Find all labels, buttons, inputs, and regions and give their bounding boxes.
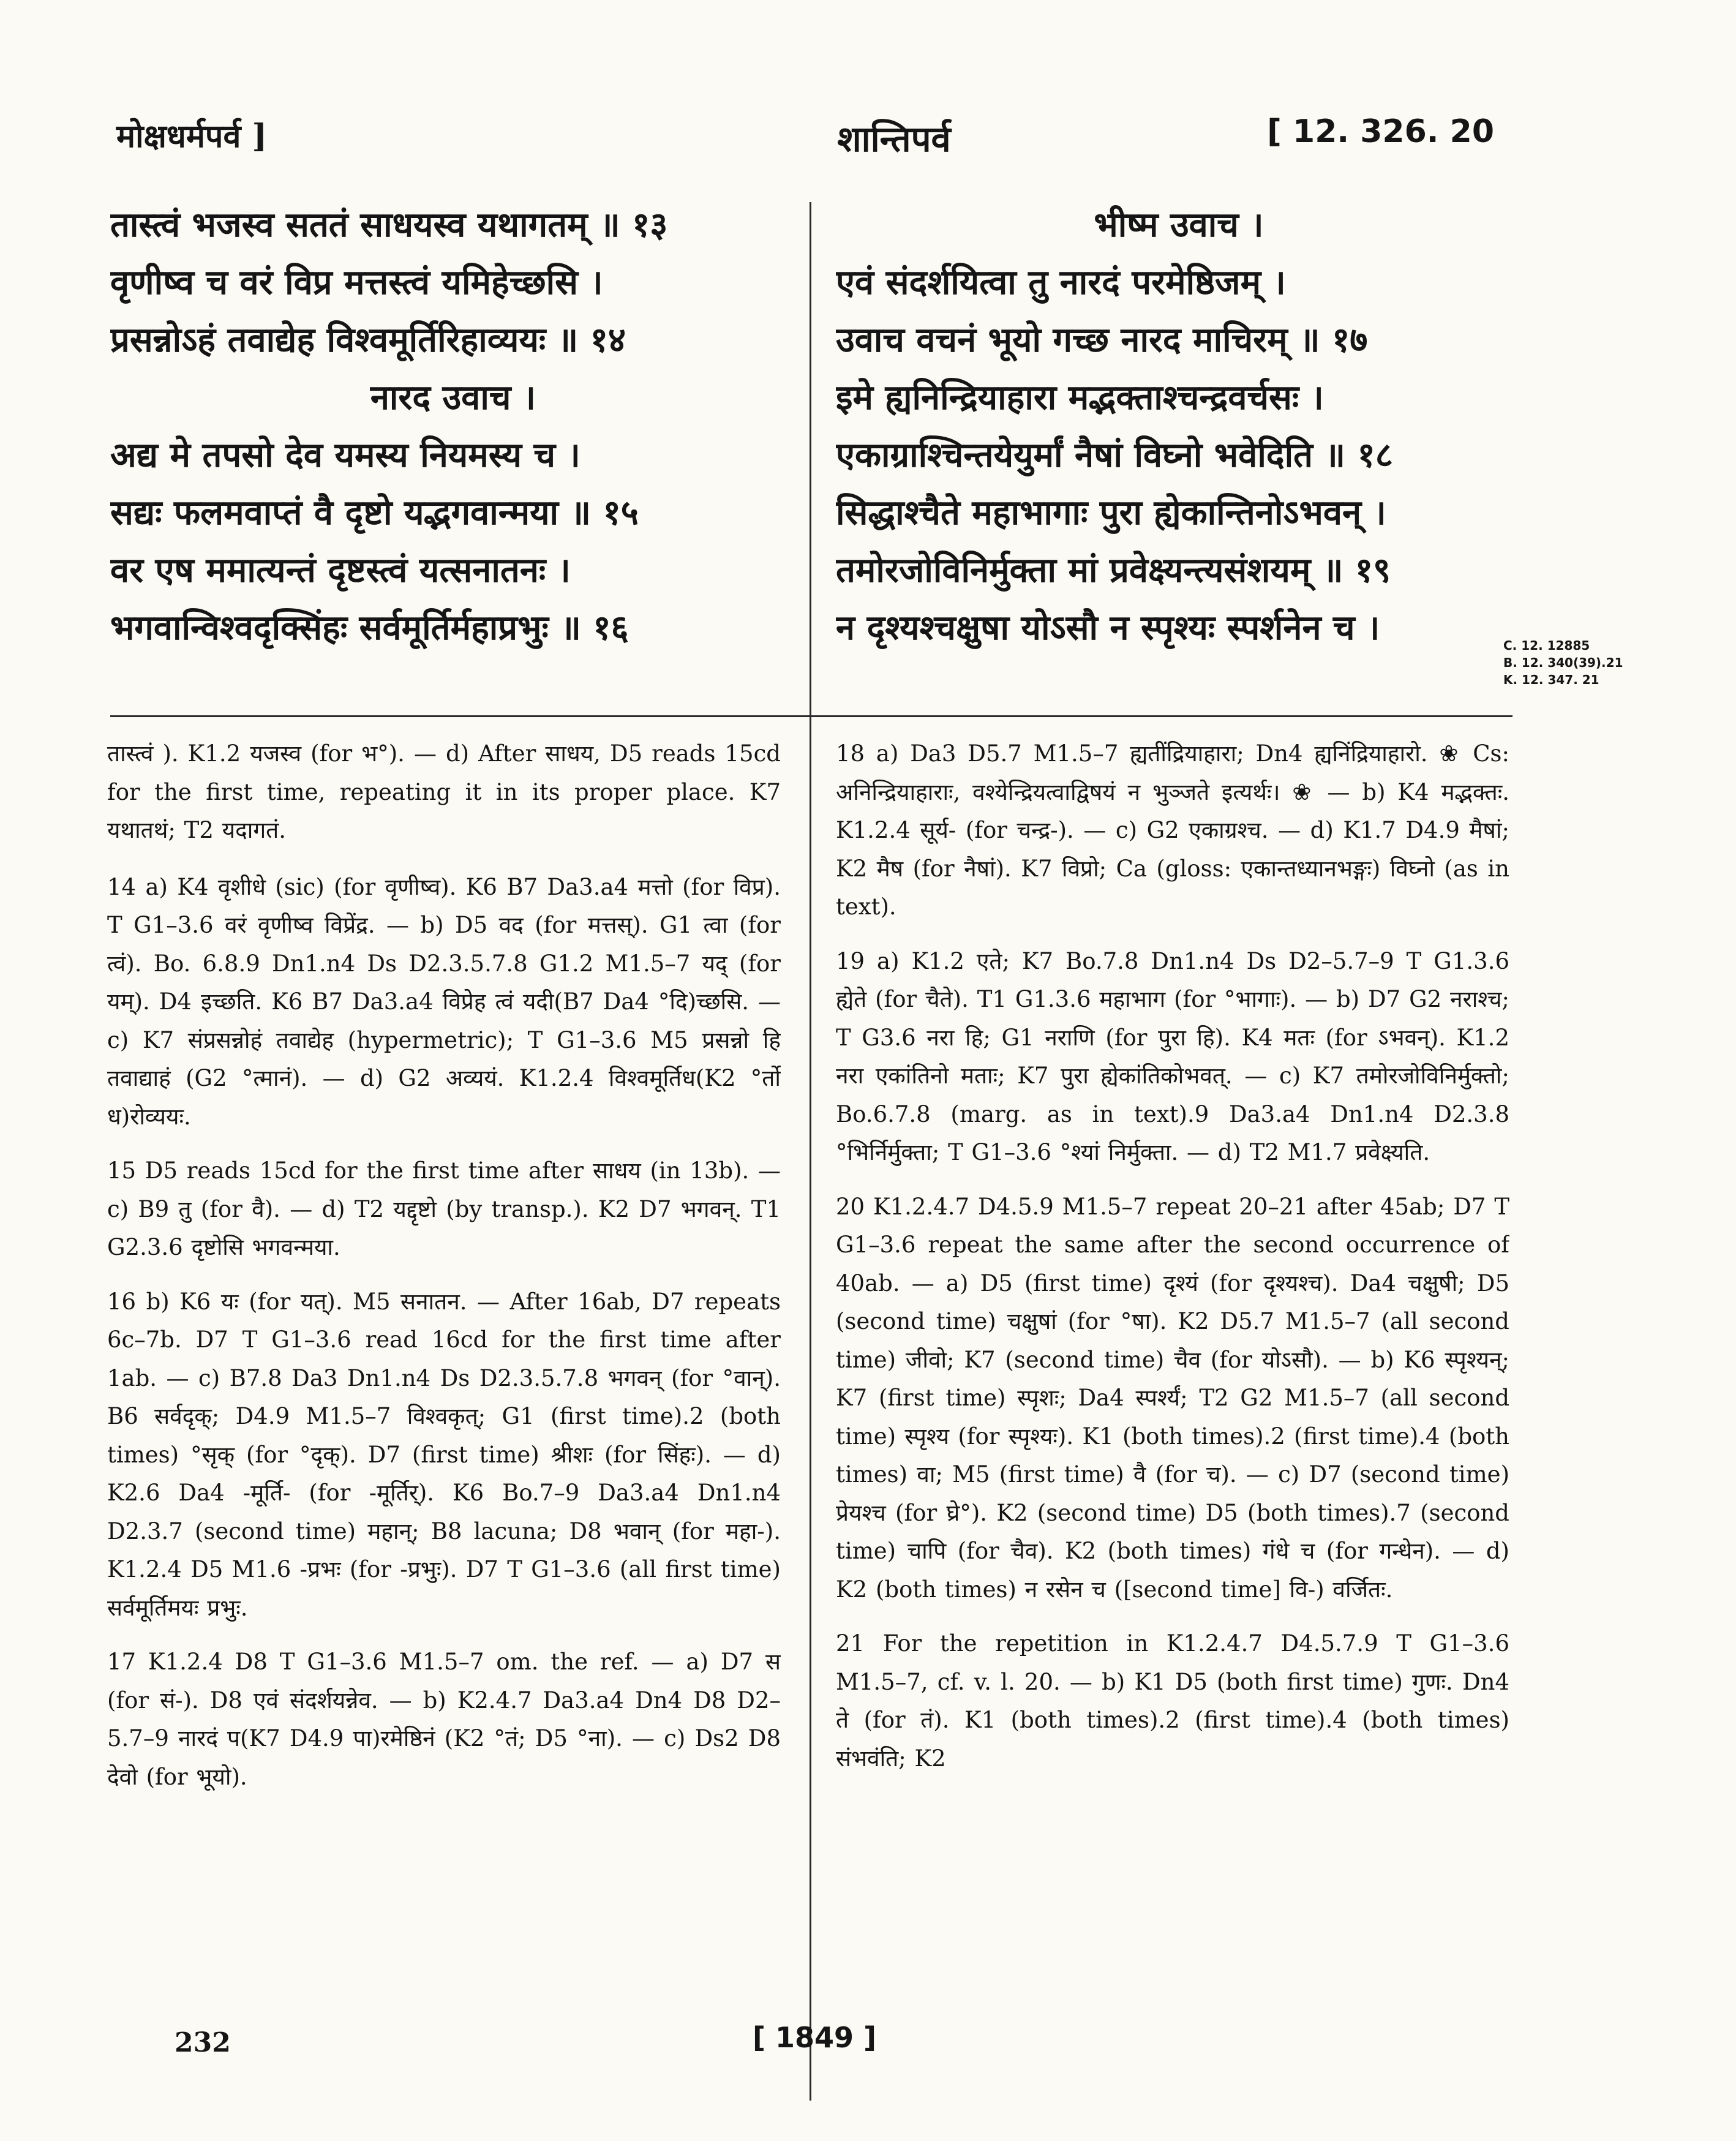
verse-line: एवं संदर्शयित्वा तु नारदं परमेष्ठिजम् ।	[836, 262, 1286, 303]
verse-line: वृणीष्व च वरं विप्र मत्तस्त्वं यमिहेच्छसि ।	[110, 262, 603, 303]
critical-apparatus-left	[107, 735, 781, 2027]
apparatus-note: 14 a) K4 वृशीधे (sic) (for वृणीष्व). K6 B7 Da3.a4 मत्तो (for विप्र). T G1–3.6 वरं वृणीष्व विप्रेंद्र. — b) D5 वद (for मत्तस्). G1 त्वा (for त्वं). Bo. 6.8.9 Dn1.n4 Ds D2.3.5.7.8 G1.2 M1.5–7 यद् (for यम्). D4 इच्छति. K6 B7 Da3.a4 विप्रेह त्वं यदी(B7 Da4 °दि)च्छसि. — c) K7 संप्रसन्नोहं तवाद्येह (hypermetric); T G1–3.6 M5 प्रसन्नो हि तवाद्याहं (G2 °त्मानं). — d) G2 अव्ययं. K1.2.4 विश्वमूर्तिध(K2 °र्तो ध)रोव्ययः.	[107, 873, 781, 1130]
apparatus-note: तास्त्वं ). K1.2 यजस्व (for भ°). — d) After साधय, D5 reads 15cd for the first time, repeating it in its proper place. K7 यथातथं; T2 यदागतं.	[107, 740, 781, 843]
page-number: 232	[175, 2027, 231, 2058]
speaker-heading: भीष्म उवाच ।	[1094, 205, 1264, 245]
apparatus-note: 17 K1.2.4 D8 T G1–3.6 M1.5–7 om. the ref. — a) D7 स (for सं-). D8 एवं संदर्शयन्नेव. — b) K2.4.7 Da3.a4 Dn4 D8 D2–5.7–9 नारदं प(K7 D4.9 पा)रमेष्ठिनं (K2 °तं; D5 °ना). — c) Ds2 D8 देवो (for भूयो).	[107, 1649, 781, 1790]
running-header-reference: [ 12. 326. 20	[1267, 113, 1494, 150]
verse-line: उवाच वचनं भूयो गच्छ नारद माचिरम् ॥ १७	[836, 320, 1368, 360]
verse-column-left	[110, 196, 796, 698]
verse-line: एकाग्राश्चिन्तयेयुर्मां नैषां विघ्नो भवेदिति ॥ १८	[836, 435, 1393, 475]
verse-line: अद्य मे तपसो देव यमस्य नियमस्य च ।	[110, 435, 581, 475]
apparatus-note: 18 a) Da3 D5.7 M1.5–7 ह्यतींद्रियाहारा; Dn4 ह्यनिंद्रियाहारो. ❀ Cs: अनिन्द्रियाहाराः, वश्येन्द्रियत्वाद्विषयं न भुञ्जते इत्यर्थः। ❀ — b) K4 मद्भक्तः. K1.2.4 सूर्य- (for चन्द्र-). — c) G2 एकाग्रश्च. — d) K1.7 D4.9 मैषां; K2 मैष (for नैषां). K7 विप्रो; Ca (gloss: एकान्तध्यानभङ्गः) विघ्नो (as in text).	[836, 740, 1509, 920]
verse-line: भगवान्विश्वदृक्सिंहः सर्वमूर्तिर्महाप्रभुः ॥ १६	[110, 608, 629, 648]
running-header-left: मोक्षधर्मपर्व ]	[116, 118, 268, 155]
apparatus-note: 16 b) K6 यः (for यत्). M5 सनातन. — After 16ab, D7 repeats 6c–7b. D7 T G1–3.6 read 16cd for the first time after 1ab. — c) B7.8 Da3 Dn1.n4 Ds D2.3.5.7.8 भगवन् (for °वान्). B6 सर्वदृक्; D4.9 M1.5–7 विश्वकृत्; G1 (first time).2 (both times) °सृक् (for °दृक्). D7 (first time) श्रीशः (for सिंहः). — d) K2.6 Da4 -मूर्ति- (for -मूर्तिर्). K6 Bo.7–9 Da3.a4 Dn1.n4 D2.3.7 (second time) महान्; B8 lacuna; D8 भवान् (for महा-). K1.2.4 D5 M1.6 -प्रभः (for -प्रभुः). D7 T G1–3.6 (all first time) सर्वमूर्तिमयः प्रभुः.	[107, 1288, 781, 1621]
verse-line: प्रसन्नोऽहं तवाद्येह विश्वमूर्तिरिहाव्ययः ॥ १४	[110, 320, 626, 360]
apparatus-note: 15 D5 reads 15cd for the first time after साधय (in 13b). — c) B9 तु (for वै). — d) T2 यद्दृष्टो (by transp.). K2 D7 भगवन्. T1 G2.3.6 दृष्टोसि भगवन्मया.	[107, 1157, 781, 1260]
running-header-title: शान्तिपर्व	[837, 118, 951, 160]
apparatus-note: 21 For the repetition in K1.2.4.7 D4.5.7.9 T G1–3.6 M1.5–7, cf. v. l. 20. — b) K1 D5 (both first time) गुणः. Dn4 ते (for तं). K1 (both times).2 (first time).4 (both times) संभवंति; K2	[836, 1630, 1509, 1772]
apparatus-note: 19 a) K1.2 एते; K7 Bo.7.8 Dn1.n4 Ds D2–5.7–9 T G1.3.6 ह्येते (for चैते). T1 G1.3.6 महाभाग (for °भागाः). — b) D7 G2 नराश्च; T G3.6 नरा हि; G1 नराणि (for पुरा हि). K4 मतः (for ऽभवन्). K1.2 नरा एकांतिनो मताः; K7 पुरा ह्येकांतिकोभवत्. — c) K7 तमोरजोविनिर्मुक्तो; Bo.6.7.8 (marg. as in text).9 Da3.a4 Dn1.n4 D2.3.8 °भिर्निर्मुक्ता; T G1–3.6 °श्यां निर्मुक्ता. — d) T2 M1.7 प्रवेक्ष्यति.	[836, 947, 1509, 1165]
concordance-ref: B. 12. 340(39).21	[1503, 655, 1623, 670]
verse-line: सद्यः फलमवाप्तं वै दृष्टो यद्भगवान्मया ॥ १५	[110, 492, 639, 533]
concordance-ref: K. 12. 347. 21	[1503, 672, 1599, 687]
concordance-references	[1503, 637, 1623, 688]
concordance-ref: C. 12. 12885	[1503, 638, 1590, 653]
verse-line: न दृश्यश्चक्षुषा योऽसौ न स्पृश्यः स्पर्शनेन च ।	[836, 608, 1380, 648]
verse-line: तास्त्वं भजस्व सततं साधयस्व यथागतम् ॥ १३	[110, 205, 668, 245]
verse-line: इमे ह्यनिन्द्रियाहारा मद्भक्ताश्चन्द्रवर्चसः ।	[836, 377, 1324, 418]
verse-line: तमोरजोविनिर्मुक्ता मां प्रवेक्ष्यन्त्यसंशयम् ॥ १९	[836, 550, 1391, 590]
footer-page-ref: [ 1849 ]	[752, 2021, 877, 2054]
critical-apparatus-right	[836, 735, 1509, 2027]
verse-line: वर एष ममात्यन्तं दृष्टस्त्वं यत्सनातनः ।	[110, 550, 571, 590]
verse-line: सिद्धाश्चैते महाभागाः पुरा ह्येकान्तिनोऽभवन् ।	[836, 492, 1386, 533]
apparatus-rule	[110, 715, 1512, 717]
verse-column-right	[836, 196, 1522, 698]
column-divider	[810, 202, 811, 2101]
speaker-heading: नारद उवाच ।	[370, 377, 536, 418]
apparatus-note: 20 K1.2.4.7 D4.5.9 M1.5–7 repeat 20–21 after 45ab; D7 T G1–3.6 repeat the same after the second occurrence of 40ab. — a) D5 (first time) दृश्यं (for दृश्यश्च). Da4 चक्षुषी; D5 (second time) चक्षुषां (for °षा). K2 D5.7 M1.5–7 (all second time) जीवो; K7 (second time) चैव (for योऽसौ). — b) K6 स्पृश्यन्; K7 (first time) स्पृशः; Da4 स्पर्श्यं; T2 G2 M1.5–7 (all second time) स्पृश्य (for स्पृश्यः). K1 (both times).2 (first time).4 (both times) वा; M5 (first time) वै (for च). — c) D7 (second time) प्रेयश्च (for घ्रे°). K2 (second time) D5 (both times).7 (second time) चापि (for चैव). K2 (both times) गंधे च (for गन्धेन). — d) K2 (both times) न रसेन च ([second time] वि-) वर्जितः.	[836, 1193, 1509, 1603]
